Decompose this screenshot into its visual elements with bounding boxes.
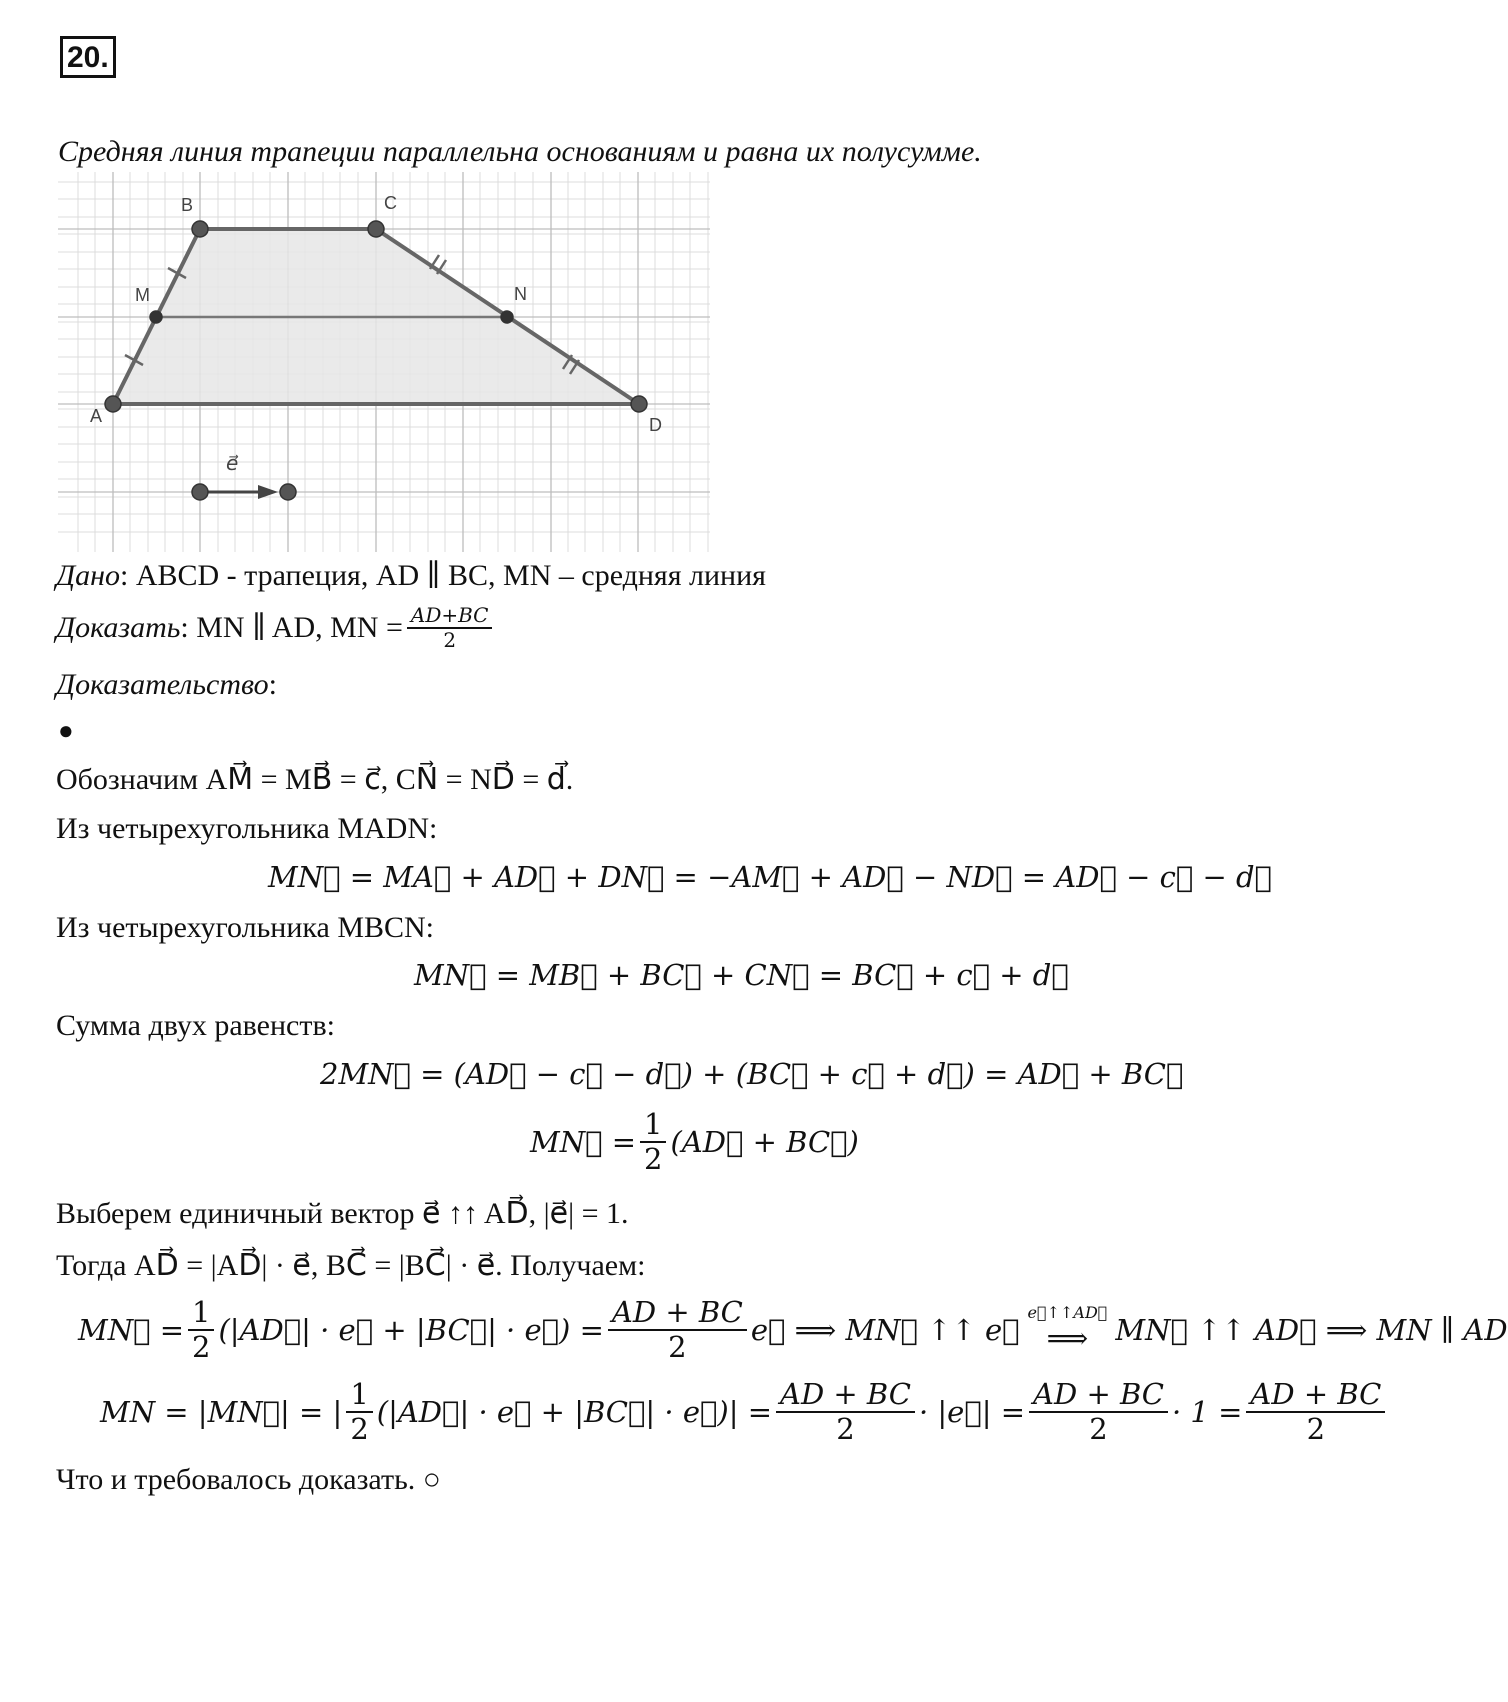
- label-b: B: [181, 195, 194, 215]
- label-e: e⃗: [226, 453, 239, 475]
- conclusion: Что и требовалось доказать. ○: [56, 1463, 441, 1496]
- label-a: A: [90, 406, 103, 426]
- point-m: [150, 311, 162, 323]
- given-text: : ABCD - трапеция, AD ∥ BC, MN – средняя линия: [119, 559, 766, 592]
- equation-5: MN⃗ = $\frac{1}{2}$ (|AD⃗| · e⃗ + |BC⃗| · e⃗) = $\frac{AD + BC}{2}$ e⃗ ⟹ MN⃗ ↑↑ e⃗ e⃗↑↑AD⃗ ⟹ MN⃗ ↑↑ AD⃗ ⟹ MN ∥ AD: [78, 1295, 1508, 1365]
- proof-line-1: Обозначим AM⃗ = MB⃗ = c⃗, CN⃗ = ND⃗ = d⃗.: [56, 763, 574, 796]
- proof-line-5: Выберем единичный вектор e⃗ ↑↑ AD⃗, |e⃗| = 1.: [56, 1197, 629, 1230]
- proof-line-3: Из четырехугольника MBCN:: [56, 911, 435, 944]
- given-line: [56, 558, 766, 594]
- equation-2: MN⃗ = MB⃗ + BC⃗ + CN⃗ = BC⃗ + c⃗ + d⃗: [414, 958, 1069, 992]
- implies-condition: e⃗↑↑AD⃗ ⟹: [1027, 1303, 1108, 1356]
- prove-text: : MN ∥ AD, MN =: [180, 611, 403, 644]
- unit-vector-e: [192, 453, 296, 500]
- proof-line-2: Из четырехугольника MADN:: [56, 812, 438, 845]
- proof-line-6: Тогда AD⃗ = |AD⃗| · e⃗, BC⃗ = |BC⃗| · e⃗. Получаем:: [56, 1249, 646, 1282]
- equation-4: MN⃗ = $\frac{1}{2}$ (AD⃗ + BC⃗): [530, 1107, 859, 1177]
- point-b: [192, 221, 208, 237]
- point-d: [631, 396, 647, 412]
- prove-label: Доказать: [56, 611, 181, 644]
- label-c: C: [384, 193, 397, 213]
- point-a: [105, 396, 121, 412]
- label-d: D: [649, 415, 662, 435]
- prove-fraction: $\frac{AD+BC}{2}$: [407, 604, 493, 652]
- point-c: [368, 221, 384, 237]
- proof-line-4: Сумма двух равенств:: [56, 1009, 335, 1042]
- proof-heading: Доказательство:: [56, 668, 277, 701]
- bullet: ●: [58, 716, 74, 745]
- given-label: Дано: [56, 559, 120, 592]
- prove-line: [56, 604, 496, 652]
- label-n: N: [514, 284, 527, 304]
- label-m: M: [135, 285, 150, 305]
- trapezoid-figure: [58, 172, 710, 552]
- problem-number: 20.: [60, 36, 116, 78]
- statement: Средняя линия трапеции параллельна основаниям и равна их полусумме.: [58, 135, 982, 168]
- equation-1: MN⃗ = MA⃗ + AD⃗ + DN⃗ = −AM⃗ + AD⃗ − ND⃗ = AD⃗ − c⃗ − d⃗: [268, 860, 1272, 894]
- fraction-half: $\frac{1}{2}$: [640, 1108, 666, 1177]
- equation-6: MN = |MN⃗| = | $\frac{1}{2}$ (|AD⃗| · e⃗ + |BC⃗| · e⃗)| = $\frac{AD + BC}{2}$ · |e⃗| = $\frac{AD + BC}{2}$ · 1 = $\frac{AD + BC}{2}$: [100, 1378, 1389, 1447]
- proof-label: Доказательство: [56, 668, 269, 701]
- point-n: [501, 311, 513, 323]
- equation-3: 2MN⃗ = (AD⃗ − c⃗ − d⃗) + (BC⃗ + c⃗ + d⃗) = AD⃗ + BC⃗: [320, 1057, 1184, 1091]
